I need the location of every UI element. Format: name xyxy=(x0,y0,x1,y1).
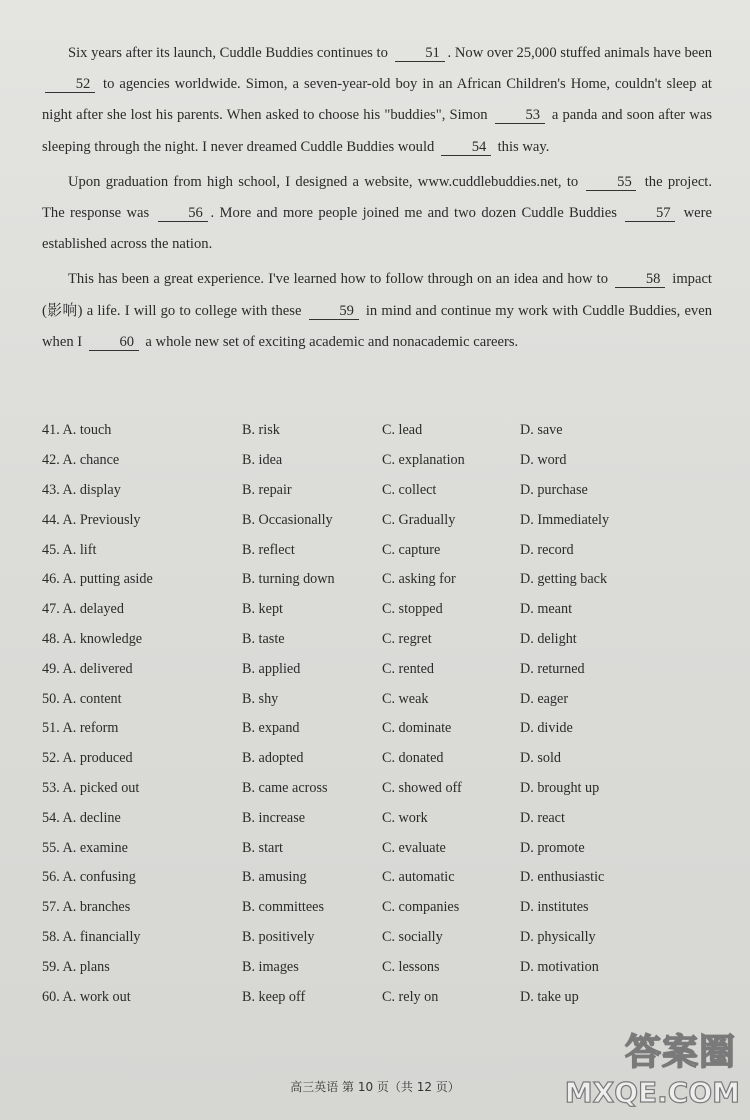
option-a: 59. A. plans xyxy=(42,958,110,975)
option-row xyxy=(42,863,712,893)
option-d: D. promote xyxy=(520,839,585,856)
option-row xyxy=(42,535,712,565)
passage-text: to agencies worldwide. Simon, a seven-year-old boy in an African Children's Home, couldn't sleep at night after she lost his parents. When asked to choose his "buddies", Simon xyxy=(42,76,712,124)
option-a: 43. A. display xyxy=(42,481,121,498)
option-a: 49. A. delivered xyxy=(42,660,133,677)
option-b: B. images xyxy=(242,958,299,975)
option-b: B. adopted xyxy=(242,750,304,767)
option-a: 52. A. produced xyxy=(42,750,133,767)
option-c: C. collect xyxy=(382,481,437,498)
option-c: C. capture xyxy=(382,541,441,558)
passage-text: this way. xyxy=(493,138,550,155)
paragraph-2 xyxy=(42,167,712,261)
option-c: C. Gradually xyxy=(382,511,456,528)
option-row xyxy=(42,774,712,804)
option-c: C. companies xyxy=(382,899,460,916)
option-row xyxy=(42,625,712,655)
passage-text: Upon graduation from high school, I designed a website, www.cuddlebuddies.net, to xyxy=(68,173,584,190)
answer-options xyxy=(42,416,712,1012)
option-row xyxy=(42,744,712,774)
blank-56: 56 xyxy=(158,205,208,222)
option-row xyxy=(42,833,712,863)
option-d: D. enthusiastic xyxy=(520,869,605,886)
blank-52: 52 xyxy=(45,76,95,93)
option-a: 53. A. picked out xyxy=(42,779,140,796)
option-b: B. reflect xyxy=(242,541,295,558)
blank-51: 51 xyxy=(395,45,445,62)
passage-text: Six years after its launch, Cuddle Buddies continues to xyxy=(68,45,392,61)
option-row xyxy=(42,505,712,535)
option-row xyxy=(42,684,712,714)
option-b: B. expand xyxy=(242,720,300,737)
page-footer: 高三英语 第 10 页（共 12 页） xyxy=(290,1080,460,1094)
passage-text: a whole new set of exciting academic and nonacademic careers. xyxy=(141,333,519,350)
option-d: D. react xyxy=(520,809,565,826)
option-c: C. lessons xyxy=(382,958,440,975)
option-b: B. came across xyxy=(242,779,328,796)
option-c: C. stopped xyxy=(382,601,443,618)
passage-text: This has been a great experience. I've learned how to follow through on an idea and how to xyxy=(68,271,613,288)
option-a: 46. A. putting aside xyxy=(42,571,153,588)
paragraph-3 xyxy=(42,264,712,358)
option-d: D. motivation xyxy=(520,958,599,975)
option-c: C. rented xyxy=(382,660,435,677)
option-a: 57. A. branches xyxy=(42,899,131,916)
option-d: D. eager xyxy=(520,690,569,707)
option-c: C. regret xyxy=(382,630,432,647)
option-c: C. work xyxy=(382,809,428,826)
option-a: 45. A. lift xyxy=(42,541,97,558)
option-d: D. meant xyxy=(520,601,573,618)
option-b: B. start xyxy=(242,839,283,856)
option-c: C. asking for xyxy=(382,571,456,588)
option-d: D. brought up xyxy=(520,779,600,796)
option-d: D. record xyxy=(520,541,574,558)
option-c: C. showed off xyxy=(382,779,462,796)
option-row xyxy=(42,952,712,982)
option-a: 41. A. touch xyxy=(42,422,112,439)
watermark-url: MXQE.COM xyxy=(564,1076,740,1109)
option-row xyxy=(42,446,712,476)
option-row xyxy=(42,565,712,595)
option-a: 48. A. knowledge xyxy=(42,630,143,647)
option-c: C. donated xyxy=(382,750,444,767)
option-row xyxy=(42,714,712,744)
option-a: 60. A. work out xyxy=(42,988,131,1005)
option-row xyxy=(42,416,712,446)
option-a: 50. A. content xyxy=(42,690,122,707)
passage-text: the project. The response was xyxy=(42,173,712,222)
option-c: C. socially xyxy=(382,928,443,945)
option-a: 58. A. financially xyxy=(42,928,141,945)
option-a: 51. A. reform xyxy=(42,720,119,737)
option-row xyxy=(42,476,712,506)
option-a: 54. A. decline xyxy=(42,809,121,826)
blank-55: 55 xyxy=(586,174,636,191)
option-row xyxy=(42,982,712,1012)
option-d: D. Immediately xyxy=(520,511,610,528)
option-c: C. explanation xyxy=(382,452,465,469)
option-a: 47. A. delayed xyxy=(42,601,124,618)
option-c: C. weak xyxy=(382,690,429,707)
blank-58: 58 xyxy=(615,271,665,288)
option-a: 42. A. chance xyxy=(42,452,120,469)
option-b: B. increase xyxy=(242,809,306,826)
option-d: D. word xyxy=(520,452,567,469)
option-c: C. lead xyxy=(382,422,423,439)
option-c: C. rely on xyxy=(382,988,439,1005)
option-row xyxy=(42,923,712,953)
option-row xyxy=(42,803,712,833)
option-c: C. evaluate xyxy=(382,839,446,856)
option-b: B. shy xyxy=(242,690,279,707)
option-b: B. amusing xyxy=(242,869,307,886)
option-d: D. divide xyxy=(520,720,573,737)
option-b: B. repair xyxy=(242,481,292,498)
option-a: 56. A. confusing xyxy=(42,869,136,886)
option-d: D. take up xyxy=(520,988,579,1005)
watermark-logo: 答案圈 xyxy=(624,1032,736,1073)
blank-59: 59 xyxy=(309,303,359,320)
passage-text: impact (影响) a life. I will go to college with these xyxy=(42,271,712,319)
option-c: C. automatic xyxy=(382,869,455,886)
blank-57: 57 xyxy=(625,205,675,222)
option-d: D. sold xyxy=(520,750,561,767)
option-row xyxy=(42,893,712,923)
passage-text: . More and more people joined me and two dozen Cuddle Buddies xyxy=(210,205,623,222)
option-b: B. committees xyxy=(242,899,324,916)
blank-60: 60 xyxy=(89,334,139,351)
passage-text: were established across the nation. xyxy=(42,205,712,253)
option-b: B. taste xyxy=(242,630,285,647)
option-c: C. dominate xyxy=(382,720,452,737)
passage-text: . Now over 25,000 stuffed animals have been xyxy=(447,45,712,61)
option-b: B. keep off xyxy=(242,988,306,1005)
option-d: D. delight xyxy=(520,630,577,647)
option-b: B. Occasionally xyxy=(242,511,333,528)
option-d: D. purchase xyxy=(520,481,588,498)
option-b: B. risk xyxy=(242,422,280,439)
passage-text: in mind and continue my work with Cuddle Buddies, even when I xyxy=(42,302,713,350)
option-b: B. turning down xyxy=(242,571,335,588)
option-d: D. save xyxy=(520,422,563,439)
option-d: D. physically xyxy=(520,928,596,945)
blank-54: 54 xyxy=(441,139,491,156)
option-b: B. applied xyxy=(242,660,301,677)
option-row xyxy=(42,595,712,625)
option-b: B. kept xyxy=(242,601,283,618)
option-b: B. positively xyxy=(242,928,315,945)
option-d: D. returned xyxy=(520,660,585,677)
watermark xyxy=(564,1024,744,1114)
blank-53: 53 xyxy=(495,107,545,124)
option-d: D. getting back xyxy=(520,571,608,588)
option-d: D. institutes xyxy=(520,899,589,916)
option-b: B. idea xyxy=(242,452,283,469)
option-a: 55. A. examine xyxy=(42,839,128,856)
cloze-passage xyxy=(42,38,712,362)
option-a: 44. A. Previously xyxy=(42,511,141,528)
option-row xyxy=(42,654,712,684)
paragraph-1 xyxy=(42,38,712,163)
passage-text: a panda and soon after was sleeping through the night. I never dreamed Cuddle Buddies would xyxy=(42,107,712,155)
